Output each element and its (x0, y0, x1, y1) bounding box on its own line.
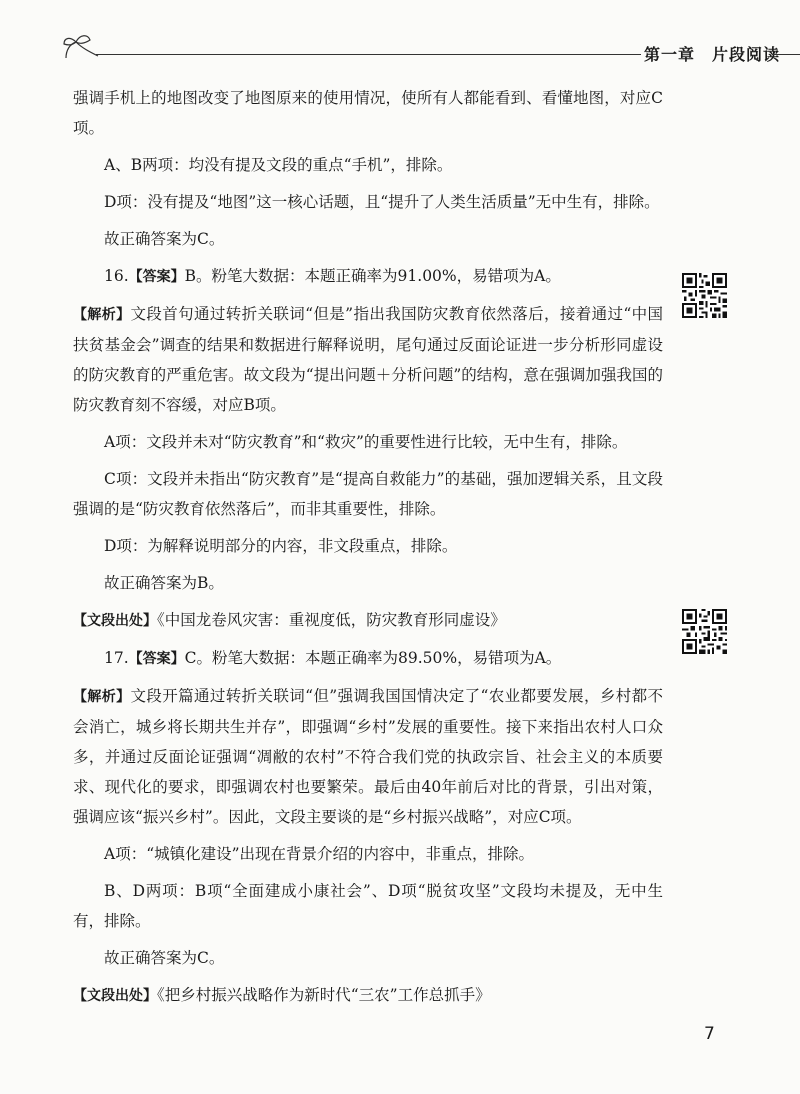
page-body (73, 83, 663, 1018)
analysis-16 (73, 299, 663, 420)
paragraph: C项：文段并未指出“防灾教育”是“提高自救能力”的基础，强加逻辑关系，且文段强调的是“防灾教育依然落后”，而非其重要性，排除。 (73, 470, 663, 518)
page-number: 7 (704, 1024, 715, 1044)
question-number: 17. (104, 649, 129, 667)
qr-code-icon[interactable] (682, 273, 727, 318)
answer-text: C。粉笔大数据：本题正确率为89.50%，易错项为A。 (184, 649, 562, 667)
source-16 (73, 605, 663, 636)
answer-tag: 【答案】 (128, 269, 185, 285)
answer-tag: 【答案】 (128, 651, 185, 667)
analysis-tag: 【解析】 (73, 307, 131, 323)
paragraph: 强调手机上的地图改变了地图原来的使用情况，使所有人都能看到、看懂地图，对应C项。 (73, 89, 663, 137)
answer-16 (73, 261, 663, 292)
analysis-text: 文段开篇通过转折关联词“但”强调我国国情决定了“农业都要发展，乡村都不会消亡，城乡将长期共生并存”，即强调“乡村”发展的重要性。接下来指出农村人口众多，并通过反面论证强调“凋敝的农村”不符合我们党的执政宗旨、社会主义的本质要求、现代化的要求，即强调农村也要繁荣。最后由40年前后对比的背景，引出对策，强调应该“振兴乡村”。因此，文段主要谈的是“乡村振兴战略”，对应C项。 (73, 687, 663, 826)
paragraph: 故正确答案为B。 (104, 574, 224, 592)
header-rule-right (772, 54, 800, 55)
source-17 (73, 980, 663, 1011)
paragraph: A项：文段并未对“防灾教育”和“救灾”的重要性进行比较，无中生有，排除。 (104, 433, 628, 451)
source-tag: 【文段出处】 (73, 988, 157, 1004)
paragraph: D项：没有提及“地图”这一核心话题，且“提升了人类生活质量”无中生有，排除。 (104, 193, 660, 211)
source-text: 《中国龙卷风灾害：重视度低，防灾教育形同虚设》 (157, 611, 506, 629)
analysis-17 (73, 681, 663, 832)
paragraph: B、D两项：B项“全面建成小康社会”、D项“脱贫攻坚”文段均未提及，无中生有，排除。 (73, 882, 663, 930)
paragraph: A项：“城镇化建设”出现在背景介绍的内容中，非重点，排除。 (104, 845, 535, 863)
answer-17 (73, 643, 663, 674)
paragraph: D项：为解释说明部分的内容，非文段重点，排除。 (104, 537, 458, 555)
analysis-tag: 【解析】 (73, 689, 131, 705)
page-header (60, 30, 780, 70)
source-tag: 【文段出处】 (73, 613, 157, 629)
source-text: 《把乡村振兴战略作为新时代“三农”工作总抓手》 (157, 986, 491, 1004)
question-number: 16. (104, 267, 129, 285)
chapter-title: 第一章 片段阅读 (644, 45, 781, 64)
qr-code-icon[interactable] (682, 609, 727, 654)
paragraph: A、B两项：均没有提及文段的重点“手机”，排除。 (104, 156, 453, 174)
paragraph: 故正确答案为C。 (104, 949, 225, 967)
answer-text: B。粉笔大数据：本题正确率为91.00%，易错项为A。 (184, 267, 561, 285)
header-rule-left (96, 54, 641, 55)
paragraph: 故正确答案为C。 (104, 230, 225, 248)
analysis-text: 文段首句通过转折关联词“但是”指出我国防灾教育依然落后，接着通过“中国扶贫基金会”调查的结果和数据进行解释说明，尾句通过反面论证进一步分析形同虚设的防灾教育的严重危害。故文段为“提出问题＋分析问题”的结构，意在强调加强我国的防灾教育刻不容缓，对应B项。 (73, 305, 663, 414)
sprout-icon (60, 32, 100, 62)
